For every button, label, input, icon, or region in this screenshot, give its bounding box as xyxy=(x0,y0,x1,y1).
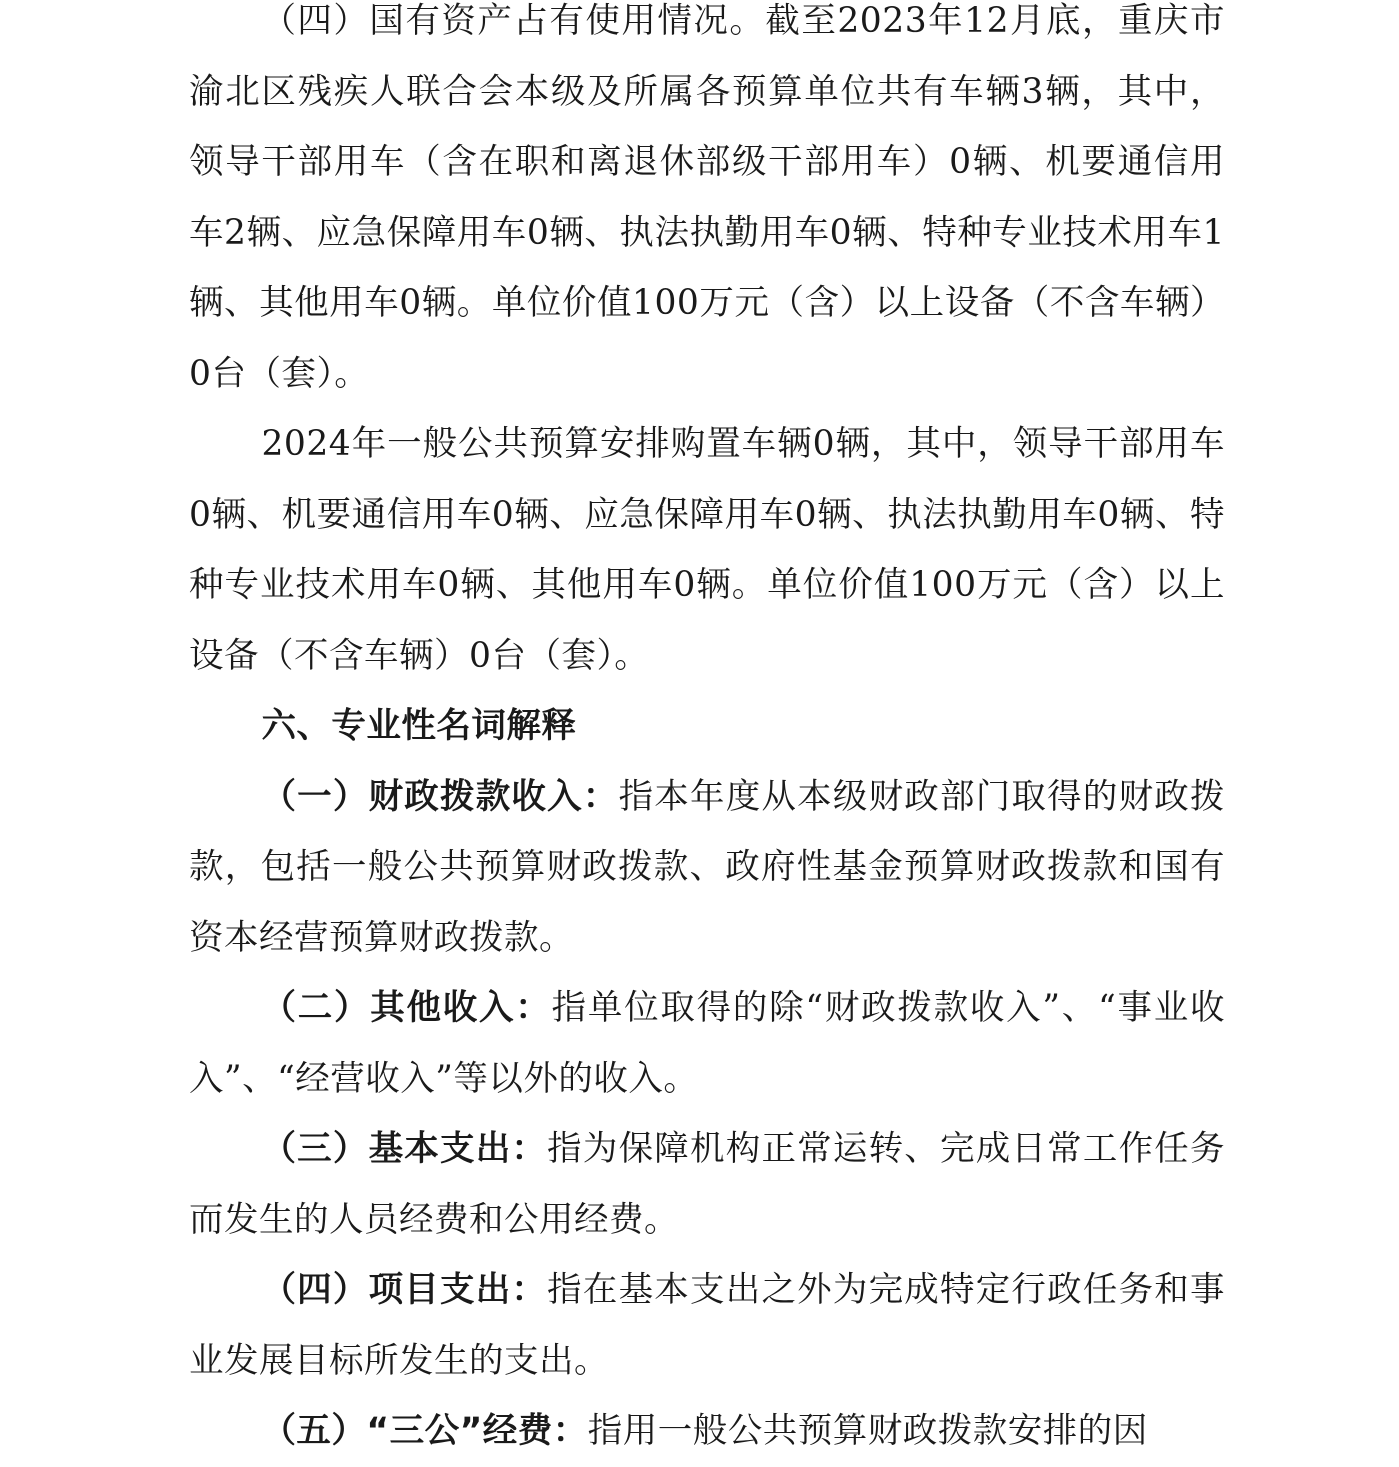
definition-term: （一）财政拨款收入： xyxy=(261,776,619,817)
definition-item xyxy=(189,762,1225,974)
paragraph-state-assets: （四）国有资产占有使用情况。截至2023年12月底，重庆市渝北区残疾人联合会本级及所属各预算单位共有车辆3辆，其中，领导干部用车（含在职和离退休部级干部用车）0辆、机要通信用车2辆、应急保障用车0辆、执法执勤用车0辆、特种专业技术用车1辆、其他用车0辆。单位价值100万元（含）以上设备（不含车辆）0台（套）。 xyxy=(189,1,1225,394)
definition-text: 指为保障机构正常运转、完成日常工作任务而发生的人员经费和公用经费。 xyxy=(189,1129,1226,1240)
document-page xyxy=(189,0,1225,1467)
definition-term: （二）其他收入： xyxy=(261,988,552,1028)
definition-term: （四）项目支出： xyxy=(261,1270,548,1310)
definition-text: 指用一般公共预算财政拨款安排的因 xyxy=(587,1411,1148,1451)
definition-item xyxy=(189,1114,1225,1255)
definition-text: 指在基本支出之外为完成特定行政任务和事业发展目标所发生的支出。 xyxy=(189,1270,1226,1381)
definition-term: （三）基本支出： xyxy=(261,1129,548,1169)
paragraph-vehicle-purchase-2024: 2024年一般公共预算安排购置车辆0辆，其中，领导干部用车0辆、机要通信用车0辆、应急保障用车0辆、执法执勤用车0辆、特种专业技术用车0辆、其他用车0辆。单位价值100万元（含）以上设备（不含车辆）0台（套）。 xyxy=(189,424,1225,676)
section-heading: 六、专业性名词解释 xyxy=(261,706,577,746)
definition-text: 指本年度从本级财政部门取得的财政拨款，包括一般公共预算财政拨款、政府性基金预算财政拨款和国有资本经营预算财政拨款。 xyxy=(189,776,1225,958)
definition-term: （五）“三公”经费： xyxy=(261,1411,588,1451)
definition-item xyxy=(189,1396,1225,1467)
definition-text: 指单位取得的除“财政拨款收入”、“事业收入”、“经营收入”等以外的收入。 xyxy=(189,988,1225,1099)
definition-item xyxy=(189,1255,1225,1396)
definition-item xyxy=(189,973,1225,1114)
